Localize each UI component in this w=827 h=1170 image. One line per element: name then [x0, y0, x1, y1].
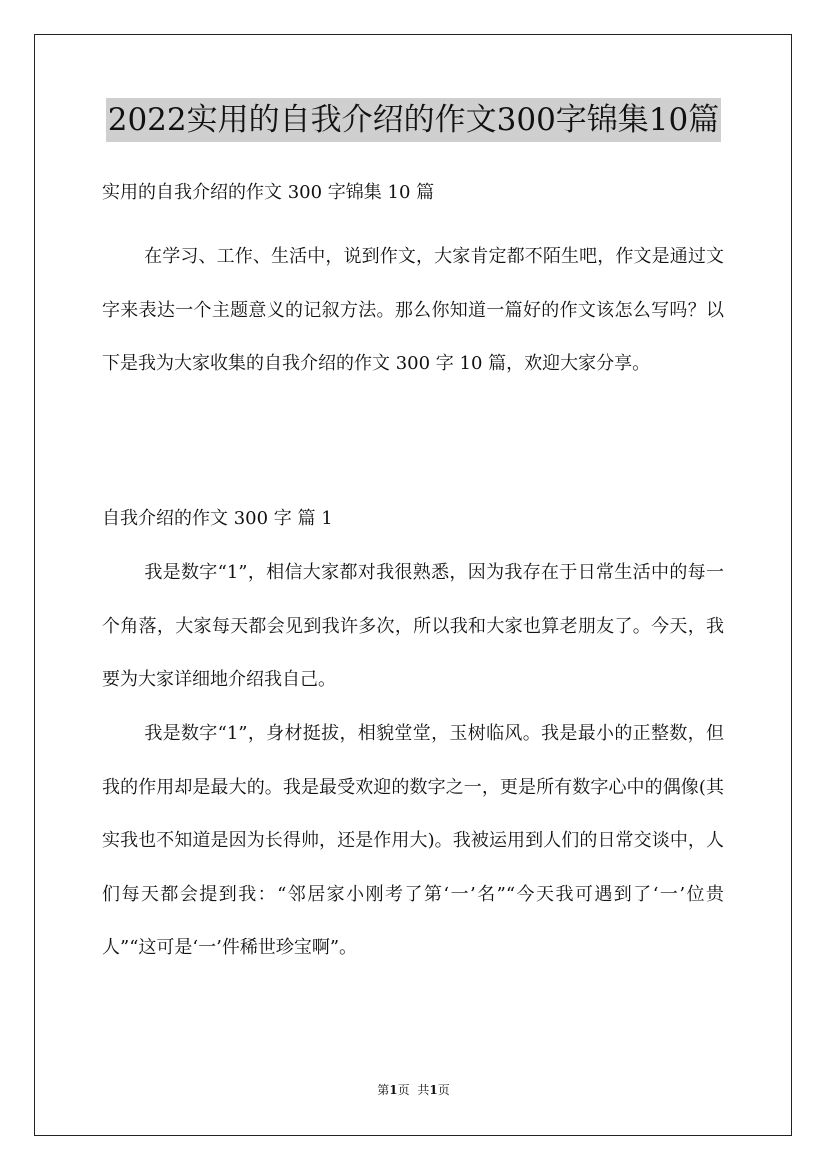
body-paragraph-text: 我是数字“1”，身材挺拔，相貌堂堂，玉树临风。我是最小的正整数，但我的作用却是最大的。我是最受欢迎的数字之一，更是所有数字心中的偶像(其实我也不知道是因为长得帅，还是作用大)。我被运用到人们的日常交谈中，人们每天都会提到我：“邻居家小刚考了第‘一’名”“今天我可遇到了‘一’位贵人”“这可是‘一’件稀世珍宝啊”。 — [102, 723, 724, 958]
title-container — [0, 98, 827, 142]
intro-paragraph — [102, 230, 724, 391]
section-heading: 自我介绍的作文 300 字 篇 1 — [102, 508, 333, 529]
document-title: 2022实用的自我介绍的作文300字锦集10篇 — [106, 98, 722, 142]
page-number-current: 1 — [389, 1083, 398, 1097]
page-total-suffix: 页 — [437, 1083, 450, 1097]
body-paragraph — [102, 707, 724, 975]
page-footer — [0, 1082, 827, 1098]
body-paragraph — [102, 546, 724, 707]
page-number-mid: 页 — [397, 1083, 410, 1097]
page-total-prefix: 共 — [417, 1083, 430, 1097]
intro-paragraph-text: 在学习、工作、生活中，说到作文，大家肯定都不陌生吧，作文是通过文字来表达一个主题意义的记叙方法。那么你知道一篇好的作文该怎么写吗？以下是我为大家收集的自我介绍的作文 300 字 10 篇，欢迎大家分享。 — [102, 246, 724, 374]
page-total: 1 — [429, 1083, 438, 1097]
document-subtitle: 实用的自我介绍的作文 300 字锦集 10 篇 — [102, 182, 435, 203]
page-number-prefix: 第 — [377, 1083, 390, 1097]
body-paragraph-text: 我是数字“1”，相信大家都对我很熟悉，因为我存在于日常生活中的每一个角落，大家每天都会见到我许多次，所以我和大家也算老朋友了。今天，我要为大家详细地介绍我自己。 — [102, 562, 724, 690]
